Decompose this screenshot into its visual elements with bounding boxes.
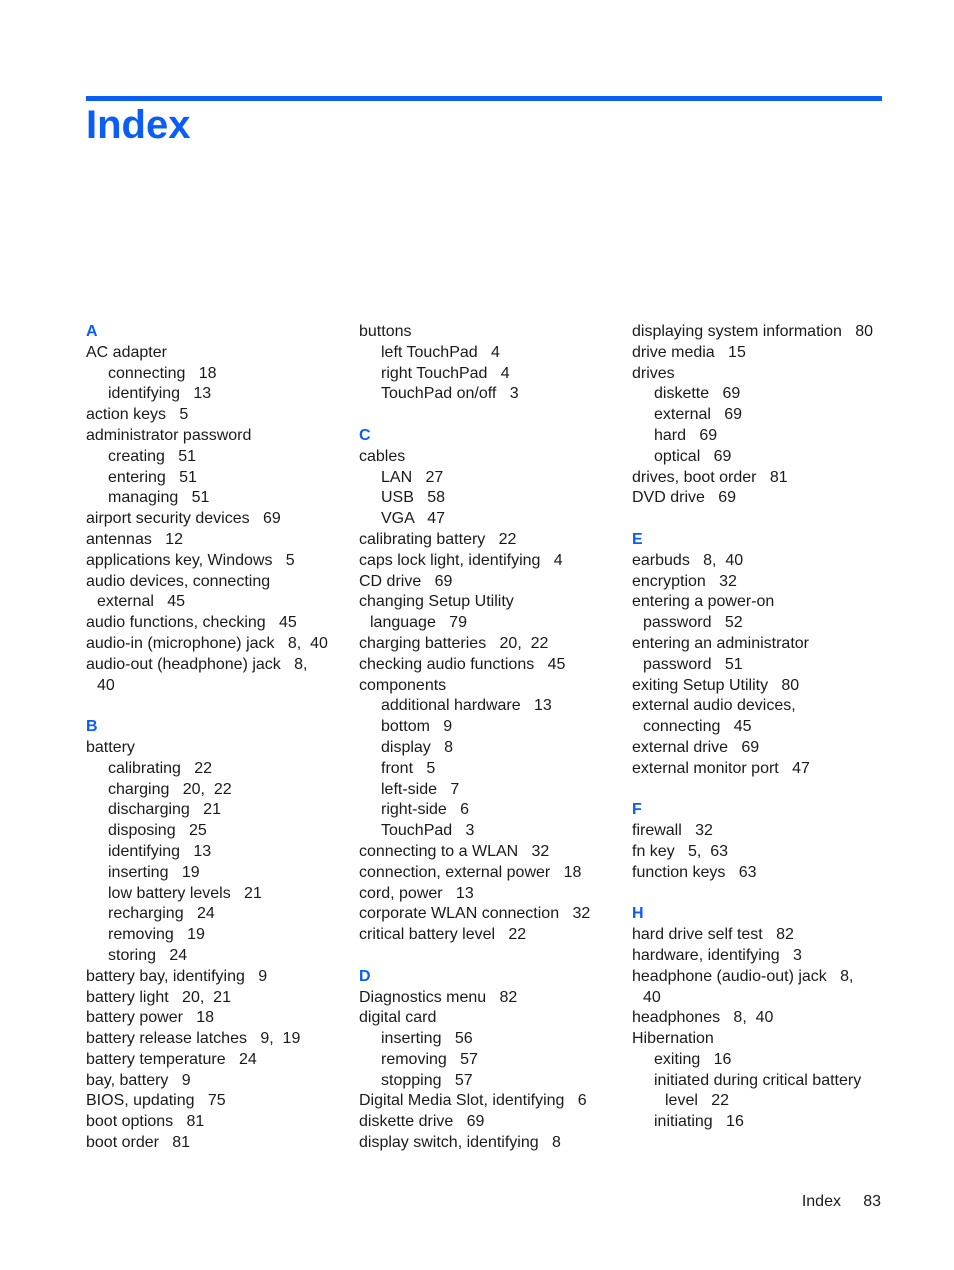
index-entry: display switch, identifying 8 [359,1134,561,1152]
index-entry: headphone (audio-out) jack 8, [632,967,854,985]
title-rule [86,96,882,101]
index-entry: administrator password [86,426,252,444]
index-entry: earbuds 8, 40 [632,551,744,569]
index-entry: displaying system information 80 [632,323,873,340]
index-subentry: LAN 27 [381,468,444,486]
section-letter: A [86,323,98,340]
index-entry: boot order 81 [86,1134,191,1152]
index-column-2 [359,322,619,1154]
index-subentry: stopping 57 [381,1071,473,1089]
index-entry: charging batteries 20, 22 [359,634,549,652]
index-entry: battery power 18 [86,1009,215,1027]
index-subentry: external 69 [654,406,743,424]
index-subentry-continuation: level 22 [665,1092,730,1110]
index-subentry: managing 51 [108,489,210,507]
index-entry: drives, boot order 81 [632,468,788,486]
index-subentry: initiating 16 [654,1113,744,1131]
index-entry: external monitor port 47 [632,759,810,777]
index-subentry: removing 57 [381,1050,478,1068]
index-entry: BIOS, updating 75 [86,1092,226,1110]
index-entry: diskette drive 69 [359,1113,485,1131]
section-gap [632,509,892,530]
index-column-3 [632,322,892,1133]
index-subentry: front 5 [381,759,436,777]
index-entry: drives [632,364,675,382]
index-entry: Hibernation [632,1030,714,1048]
index-entry: audio-in (microphone) jack 8, 40 [86,634,328,652]
index-entry: critical battery level 22 [359,926,527,944]
index-entry: audio devices, connecting [86,572,271,590]
index-entry: hard drive self test 82 [632,926,794,944]
index-subentry: TouchPad 3 [381,822,475,840]
index-entry: bay, battery 9 [86,1071,191,1089]
section-letter: E [632,530,643,548]
index-subentry: right-side 6 [381,801,470,819]
index-subentry: TouchPad on/off 3 [381,385,519,403]
index-entry: exiting Setup Utility 80 [632,676,800,694]
index-subentry: calibrating 22 [108,759,213,777]
index-subentry: low battery levels 21 [108,884,262,902]
index-entry: audio functions, checking 45 [86,614,297,632]
index-entry: audio-out (headphone) jack 8, [86,655,308,673]
index-entry: battery light 20, 21 [86,988,231,1006]
index-entry: hardware, identifying 3 [632,946,802,964]
section-gap [86,696,346,717]
page-number: 83 [863,1193,881,1210]
index-entry: AC adapter [86,343,167,361]
index-column-1 [86,322,346,1154]
index-entry: external drive 69 [632,738,760,756]
index-entry: entering a power-on [632,593,775,611]
index-entry-continuation: 40 [97,676,115,694]
index-subentry: exiting 16 [654,1050,732,1068]
index-subentry: left-side 7 [381,780,460,798]
index-subentry: identifying 13 [108,385,212,403]
index-entry: connecting to a WLAN 32 [359,842,550,860]
index-subentry: recharging 24 [108,905,215,923]
index-entry: battery temperature 24 [86,1050,257,1068]
index-subentry: initiated during critical battery [654,1071,862,1089]
index-entry-continuation: password 51 [643,655,743,673]
index-subentry: connecting 18 [108,364,217,382]
index-entry: action keys 5 [86,406,189,424]
index-subentry: optical 69 [654,447,732,465]
index-entry: antennas 12 [86,530,183,548]
index-subentry: discharging 21 [108,801,221,819]
page-title: Index [86,103,191,147]
index-entry: battery release latches 9, 19 [86,1030,301,1048]
section-letter: H [632,905,644,923]
index-entry: cord, power 13 [359,884,474,902]
index-entry: external audio devices, [632,697,796,715]
index-subentry: diskette 69 [654,385,741,403]
index-subentry: left TouchPad 4 [381,343,500,361]
index-subentry: hard 69 [654,426,718,444]
index-subentry: entering 51 [108,468,197,486]
index-entry-continuation: external 45 [97,593,186,611]
index-entry: cables [359,447,406,465]
index-entry: Diagnostics menu 82 [359,988,518,1006]
index-entry: digital card [359,1009,437,1027]
index-entry: applications key, Windows 5 [86,551,295,569]
index-subentry: VGA 47 [381,510,446,528]
index-subentry: bottom 9 [381,718,453,736]
index-entry: caps lock light, identifying 4 [359,551,563,569]
index-entry: calibrating battery 22 [359,530,517,548]
section-letter: F [632,801,642,819]
index-entry: headphones 8, 40 [632,1009,774,1027]
index-subentry: right TouchPad 4 [381,364,510,382]
index-entry-continuation: connecting 45 [643,718,752,736]
index-entry: Digital Media Slot, identifying 6 [359,1092,587,1110]
index-entry: DVD drive 69 [632,489,737,507]
index-entry: airport security devices 69 [86,510,281,528]
section-gap [632,780,892,801]
index-entry-continuation: language 79 [370,614,467,632]
section-letter: C [359,426,371,444]
index-entry: components [359,676,447,694]
index-entry-continuation: 40 [643,988,661,1006]
section-gap [359,946,619,967]
index-entry: entering an administrator [632,634,809,652]
index-entry: corporate WLAN connection 32 [359,905,591,923]
index-entry: CD drive 69 [359,572,453,590]
page-footer [802,1193,881,1211]
section-gap [632,884,892,905]
index-entry: function keys 63 [632,863,757,881]
index-entry: checking audio functions 45 [359,655,566,673]
index-subentry: charging 20, 22 [108,780,232,798]
index-subentry: inserting 19 [108,863,200,881]
index-entry: encryption 32 [632,572,737,590]
section-gap [359,405,619,426]
index-entry: battery bay, identifying 9 [86,967,268,985]
index-entry: firewall 32 [632,822,713,840]
index-entry: buttons [359,323,412,340]
index-entry: boot options 81 [86,1113,205,1131]
index-entry: drive media 15 [632,343,746,361]
footer-label: Index [801,1193,841,1210]
index-entry: connection, external power 18 [359,863,582,881]
index-subentry: inserting 56 [381,1030,473,1048]
index-entry-continuation: password 52 [643,614,743,632]
index-subentry: removing 19 [108,926,205,944]
section-letter: B [86,718,98,736]
index-subentry: storing 24 [108,946,188,964]
index-subentry: identifying 13 [108,842,212,860]
index-entry: fn key 5, 63 [632,842,729,860]
index-subentry: USB 58 [381,489,446,507]
index-subentry: creating 51 [108,447,197,465]
index-entry: battery [86,738,135,756]
section-letter: D [359,967,371,985]
index-subentry: disposing 25 [108,822,207,840]
index-subentry: additional hardware 13 [381,697,552,715]
index-subentry: display 8 [381,738,454,756]
index-entry: changing Setup Utility [359,593,514,611]
